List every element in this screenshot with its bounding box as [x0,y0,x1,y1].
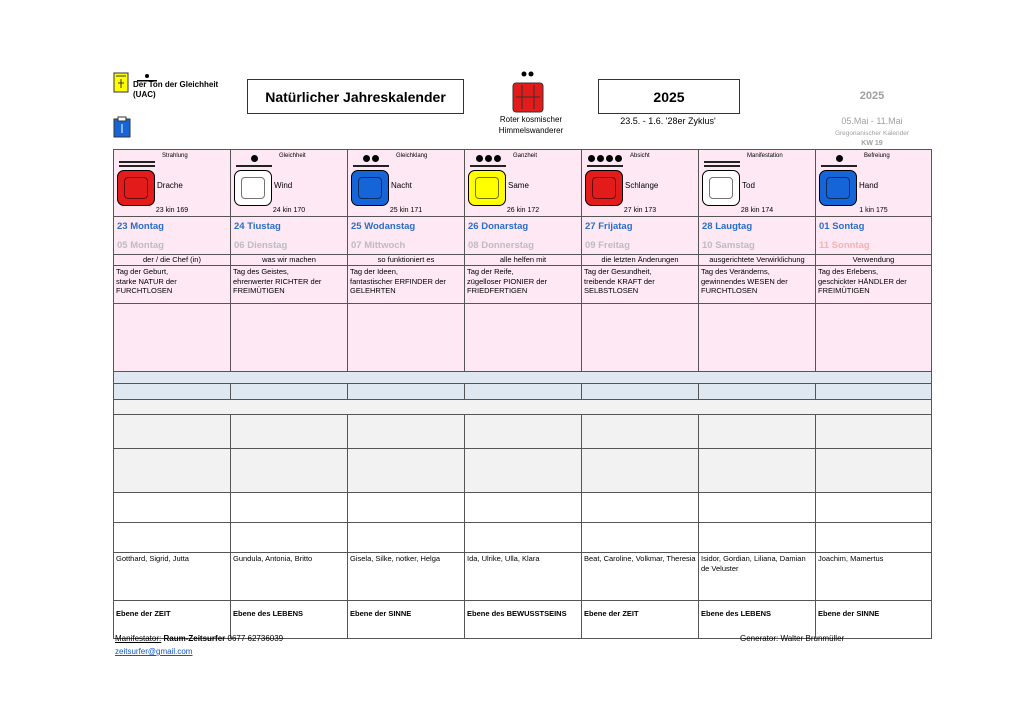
notes-cell[interactable] [114,523,231,553]
seal-name: Drache [157,181,183,190]
tone-dots-bars-icon [469,155,507,167]
tone-dot [251,155,258,162]
notes-row-gray-2 [114,449,932,493]
notes-cell[interactable] [816,449,932,493]
kin-label: 26 kin 172 [506,207,540,214]
kin-label: 1 kin 175 [859,207,888,214]
day-header-cell [231,150,348,217]
notes-cell[interactable] [816,415,932,449]
name-day-cell: Joachim, Mamertus [816,553,932,601]
description-line: fantastischer ERFINDER der [350,276,446,286]
seal-name: Hand [859,181,879,190]
power-label: Gleichheit [279,153,306,159]
day-name-cell [699,217,816,255]
natural-day-name: 25 Wodanstag [351,221,416,232]
day-name-cell [231,217,348,255]
notes-cell[interactable] [465,449,582,493]
notes-cell[interactable] [699,304,816,372]
ebene-cell: Ebene der SINNE [348,601,465,639]
manifestator-phone: 0677 62736039 [227,634,284,643]
description-line: ehrenwerter RICHTER der [233,276,322,286]
gregorian-year: 2025 [859,90,885,102]
description-cell [816,266,932,304]
header-row [114,150,932,217]
description-line: Tag des Geistes, [233,267,289,276]
notes-cell[interactable] [582,523,699,553]
notes-cell[interactable] [465,523,582,553]
gregorian-day-name: 06 Dienstag [234,240,288,251]
tone-dot [476,155,483,162]
tone-bar [587,165,623,167]
notes-row-white-1 [114,493,932,523]
notes-cell[interactable] [231,493,348,523]
power-label: Absicht [630,153,650,159]
notes-cell[interactable] [348,493,465,523]
notes-cell[interactable] [816,304,932,372]
description-line: FREIMÜTIGEN [818,286,870,296]
notes-cell[interactable] [582,384,699,400]
gregorian-label: Gregorianischer Kalender [834,130,910,137]
separator-cell [114,372,932,384]
manifestator-name: Raum-Zeitsurfer [163,634,226,643]
power-label: Manifestation [747,153,783,159]
role-cell: Verwendung [816,255,932,266]
description-line: FURCHTLOSEN [116,286,173,296]
description-line: SELBSTLOSEN [584,286,639,296]
tone-label [133,80,218,100]
seal-caption-line2: Himmelswanderer [498,126,564,135]
kin-label: 23 kin 169 [155,207,189,214]
day-header-cell [816,150,932,217]
year-box [598,79,740,114]
seal-inner-shape [358,177,382,199]
tone-dots-bars-icon [586,155,624,167]
tone-dots-icon [476,155,501,162]
tone-dots-icon [588,155,622,162]
ebene-cell: Ebene der SINNE [816,601,932,639]
tone-dots-icon [836,155,843,162]
name-day-cell: Gundula, Antonia, Britto [231,553,348,601]
notes-cell[interactable] [816,384,932,400]
seal-inner-shape [124,177,148,199]
tone-dot [615,155,622,162]
hand-seal-icon [819,170,857,206]
tone-label-line1: Der Ton der Gleichheit [133,80,219,89]
description-line: zügelloser PIONIER der [467,276,548,286]
day-header-cell [699,150,816,217]
notes-cell[interactable] [348,523,465,553]
death-seal-icon [702,170,740,206]
day-name-cell [348,217,465,255]
gregorian-day-name: 11 Sonntag [819,240,870,251]
notes-cell[interactable] [582,304,699,372]
notes-cell[interactable] [582,415,699,449]
notes-cell[interactable] [582,449,699,493]
tone-dot [363,155,370,162]
tone-dot [836,155,843,162]
description-line: GELEHRTEN [350,286,396,296]
tone-bar [119,161,155,163]
description-cell [699,266,816,304]
natural-day-name: 27 Frijatag [585,221,633,232]
notes-row-blue [114,384,932,400]
ebene-cell: Ebene der ZEIT [114,601,231,639]
seal-name: Nacht [391,181,412,190]
notes-cell[interactable] [582,493,699,523]
tone-dot [606,155,613,162]
tone-bar [821,165,857,167]
tone-bar [704,165,740,167]
gregorian-day-name: 07 Mittwoch [351,240,406,251]
natural-day-name: 28 Laugtag [702,221,753,232]
tone-blue-glyph-icon [113,116,131,138]
notes-cell[interactable] [114,304,231,372]
description-line: geschickter HÄNDLER der [818,276,907,286]
night-seal-icon [351,170,389,206]
notes-cell[interactable] [465,384,582,400]
notes-cell[interactable] [348,415,465,449]
notes-cell[interactable] [231,523,348,553]
ebene-row [114,601,932,639]
natural-day-name: 26 Donarstag [468,221,529,232]
day-header-cell [465,150,582,217]
notes-cell[interactable] [816,493,932,523]
day-header-cell [348,150,465,217]
kin-label: 27 kin 173 [623,207,657,214]
seal-name: Wind [274,181,293,190]
gregorian-day-name: 10 Samstag [702,240,755,251]
tone-dots-icon [251,155,258,162]
description-row [114,266,932,304]
tone-glyph-icon [113,71,129,93]
name-day-cell: Ida, Ulrike, Ulla, Klara [465,553,582,601]
description-line: gewinnendes WESEN der [701,276,788,286]
gregorian-day-name: 08 Donnerstag [468,240,534,251]
separator-row-blue [114,372,932,384]
year-value: 2025 [653,88,685,105]
tone-label-line2: (UAC) [133,90,156,99]
notes-cell[interactable] [114,449,231,493]
notes-cell[interactable] [816,523,932,553]
notes-cell[interactable] [465,493,582,523]
notes-cell[interactable] [465,304,582,372]
notes-cell[interactable] [699,523,816,553]
seal-name: Schlange [625,181,659,190]
role-row [114,255,932,266]
seal-inner-shape [475,177,499,199]
calendar-table [113,149,932,639]
power-label: Gleichklang [396,153,428,159]
description-line: Tag des Erlebens, [818,267,879,276]
power-label: Strahlung [162,153,188,159]
notes-cell[interactable] [465,415,582,449]
gregorian-day-name: 09 Freitag [585,240,630,251]
notes-cell[interactable] [231,415,348,449]
day-name-cell [465,217,582,255]
kin-label: 28 kin 174 [740,207,774,214]
description-line: Tag der Reife, [467,267,514,276]
email-line [115,647,192,656]
notes-row-gray-1 [114,415,932,449]
description-cell [348,266,465,304]
notes-cell[interactable] [699,384,816,400]
calendar-title: Natürlicher Jahreskalender [265,88,446,105]
description-line: Tag der Gesundheit, [584,267,652,276]
description-line: FURCHTLOSEN [701,286,758,296]
tone-dot [372,155,379,162]
notes-cell[interactable] [699,493,816,523]
power-label: Befreiung [864,153,890,159]
tone-bar [119,165,155,167]
seal-inner-shape [826,177,850,199]
description-cell [582,266,699,304]
separator-row-gray [114,400,932,415]
day-name-row [114,217,932,255]
gregorian-range: 05.Mai - 11.Mai [841,116,903,126]
description-line: Tag des Veränderns, [701,267,770,276]
tone-dots-icon [363,155,379,162]
red-skywalker-seal-icon [512,71,544,113]
description-cell [231,266,348,304]
notes-row-white-2 [114,523,932,553]
gregorian-week: KW 19 [861,140,883,147]
names-row [114,553,932,601]
period-label: 23.5. - 1.6. '28er Zyklus' [620,116,716,126]
tone-dot [485,155,492,162]
seal-inner-shape [592,177,616,199]
notes-cell[interactable] [348,449,465,493]
day-header-cell [114,150,231,217]
notes-cell[interactable] [114,384,231,400]
description-line: FREIMÜTIGEN [233,286,285,296]
tone-dot [597,155,604,162]
tone-bar [470,165,506,167]
description-line: treibende KRAFT der [584,276,655,286]
role-cell: so funktioniert es [348,255,465,266]
notes-cell[interactable] [114,493,231,523]
gregorian-day-name: 05 Montag [117,240,164,251]
natural-day-name: 01 Sontag [819,221,865,232]
description-line: Tag der Geburt, [116,267,169,276]
calendar-title-box [247,79,464,114]
tone-dots-bars-icon [118,155,156,167]
separator-cell [114,400,932,415]
description-line: starke NATUR der [116,276,177,286]
kin-label: 24 kin 170 [272,207,306,214]
generator-label: Generator: Walter Brunmüller [740,634,845,643]
wind-seal-icon [234,170,272,206]
name-day-cell: Gisela, Silke, notker, Helga [348,553,465,601]
tone-bar [353,165,389,167]
kin-label: 25 kin 171 [389,207,423,214]
tone-bar [236,165,272,167]
tone-dot [494,155,501,162]
description-line: Tag der Ideen, [350,267,398,276]
natural-day-name: 24 Tiustag [234,221,281,232]
day-header-cell [582,150,699,217]
ebene-cell: Ebene der ZEIT [582,601,699,639]
notes-cell[interactable] [348,384,465,400]
notes-cell[interactable] [231,304,348,372]
ebene-cell: Ebene des LEBENS [231,601,348,639]
role-cell: alle helfen mit [465,255,582,266]
manifestator-label: Manifestator: [115,634,162,643]
description-line: FRIEDFERTIGEN [467,286,528,296]
tone-dots-bars-icon [352,155,390,167]
notes-cell[interactable] [348,304,465,372]
notes-cell[interactable] [231,384,348,400]
name-day-cell: Isidor, Gordian, Liliana, Damian de Veluster [699,553,816,601]
notes-cell[interactable] [699,415,816,449]
tone-dot-bar-icon [136,70,158,80]
seal-caption [488,114,574,136]
notes-cell[interactable] [114,415,231,449]
tone-dots-bars-icon [235,155,273,167]
description-cell [465,266,582,304]
role-cell: ausgerichtete Verwirklichung [699,255,816,266]
role-cell: die letzten Änderungen [582,255,699,266]
tone-dot [588,155,595,162]
natural-day-name: 23 Montag [117,221,164,232]
ebene-cell: Ebene des BEWUSSTSEINS [465,601,582,639]
description-cell [114,266,231,304]
tone-dots-bars-icon [703,155,741,167]
seal-name: Tod [742,181,755,190]
day-name-cell [114,217,231,255]
ebene-cell: Ebene des LEBENS [699,601,816,639]
notes-row-pink [114,304,932,372]
notes-cell[interactable] [231,449,348,493]
role-cell: was wir machen [231,255,348,266]
email-link[interactable]: zeitsurfer@gmail.com [115,647,193,656]
seal-caption-line1: Roter kosmischer [499,115,563,124]
role-cell: der / die Chef (in) [114,255,231,266]
power-label: Ganzheit [513,153,538,159]
notes-cell[interactable] [699,449,816,493]
tone-bar [704,161,740,163]
seed-seal-icon [468,170,506,206]
serpent-seal-icon [585,170,623,206]
name-day-cell: Gotthard, Sigrid, Jutta [114,553,231,601]
manifestator-line [115,634,283,643]
seal-name: Same [508,181,529,190]
day-name-cell [582,217,699,255]
day-name-cell [816,217,932,255]
tone-dots-bars-icon [820,155,858,167]
seal-inner-shape [241,177,265,199]
name-day-cell: Beat, Caroline, Volkmar, Theresia [582,553,699,601]
seal-inner-shape [709,177,733,199]
dragon-seal-icon [117,170,155,206]
